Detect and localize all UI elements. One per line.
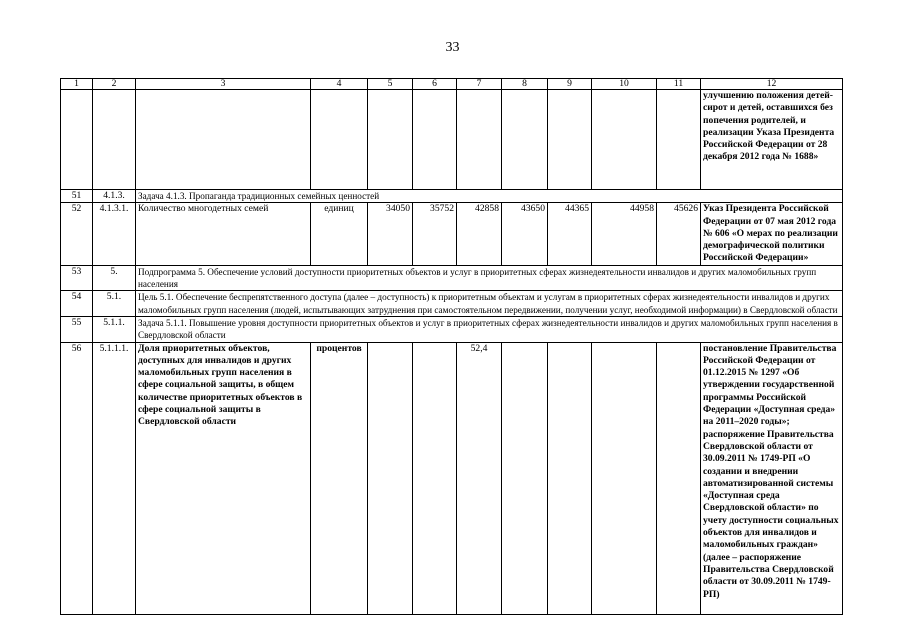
indicators-table <box>60 78 843 615</box>
basis-cell: Указ Президента Российской Федерации от 07 мая 2012 года № 606 «О мерах по реализации демографической политики Российской Федерации» <box>701 203 843 265</box>
table-row <box>61 316 843 342</box>
col-header: 12 <box>701 79 843 90</box>
row-code: 5.1.1.1. <box>93 342 136 614</box>
col-header: 8 <box>502 79 548 90</box>
unit-cell: процентов <box>311 342 368 614</box>
value-cell: 44958 <box>592 203 657 265</box>
table-row <box>61 265 843 291</box>
row-number: 54 <box>61 291 93 317</box>
unit-cell: единиц <box>311 203 368 265</box>
row-number: 56 <box>61 342 93 614</box>
row-code: 4.1.3.1. <box>93 203 136 265</box>
task-title: Задача 5.1.1. Повышение уровня доступности приоритетных объектов и услуг в приоритетных сферах жизнедеятельности инвалидов и других маломобильных групп населения в Свердловской области <box>136 316 843 342</box>
indicator-name: Доля приоритетных объектов, доступных для инвалидов и других маломобильных групп населения в сфере социальной защиты, в общем количестве приоритетных объектов в сфере социальной защиты в Свердловской области <box>136 342 311 614</box>
col-header: 10 <box>592 79 657 90</box>
goal-title: Цель 5.1. Обеспечение беспрепятственного доступа (далее – доступность) к приоритетным объектам и услугам в приоритетных сферах жизнедеятельности инвалидов и других маломобильных групп населения (людей, испытывающих затруднения при самостоятельном передвижении, получении услуг, необходимой информации) в Свердловской области <box>136 291 843 317</box>
row-code: 4.1.3. <box>93 190 136 203</box>
col-header: 11 <box>657 79 701 90</box>
row-number: 53 <box>61 265 93 291</box>
row-code: 5.1. <box>93 291 136 317</box>
subprogram-title: Подпрограмма 5. Обеспечение условий доступности приоритетных объектов и услуг в приоритетных сферах жизнедеятельности инвалидов и других маломобильных групп населения <box>136 265 843 291</box>
col-header: 4 <box>311 79 368 90</box>
basis-cell: улучшению положения детей-сирот и детей, оставшихся без попечения родителей, и реализации Указа Президента Российской Федерации от 28 декабря 2012 года № 1688» <box>701 90 843 190</box>
row-code: 5.1.1. <box>93 316 136 342</box>
row-number: 51 <box>61 190 93 203</box>
task-title: Задача 4.1.3. Пропаганда традиционных семейных ценностей <box>136 190 843 203</box>
value-cell: 34050 <box>368 203 413 265</box>
value-cell: 52,4 <box>457 342 502 614</box>
indicator-name: Количество многодетных семей <box>136 203 311 265</box>
value-cell: 43650 <box>502 203 548 265</box>
col-header: 1 <box>61 79 93 90</box>
value-cell: 45626 <box>657 203 701 265</box>
col-header: 7 <box>457 79 502 90</box>
table-row <box>61 203 843 265</box>
value-cell: 42858 <box>457 203 502 265</box>
table-row <box>61 342 843 614</box>
col-header: 9 <box>548 79 592 90</box>
value-cell: 44365 <box>548 203 592 265</box>
col-header: 5 <box>368 79 413 90</box>
header-row <box>61 79 843 90</box>
table-row <box>61 90 843 190</box>
row-number: 55 <box>61 316 93 342</box>
row-number: 52 <box>61 203 93 265</box>
value-cell: 35752 <box>413 203 457 265</box>
table-row <box>61 291 843 317</box>
col-header: 6 <box>413 79 457 90</box>
table-row <box>61 190 843 203</box>
col-header: 2 <box>93 79 136 90</box>
basis-cell: постановление Правительства Российской Федерации от 01.12.2015 № 1297 «Об утверждении государственной программы Российской Федерации «Доступная среда» на 2011–2020 годы»; распоряжение Правительства Свердловской области от 30.09.2011 № 1749-РП «О создании и внедрении автоматизированной системы «Доступная среда Свердловской области» по учету доступности социальных объектов для инвалидов и маломобильных граждан» (далее – распоряжение Правительства Свердловской области от 30.09.2011 № 1749-РП) <box>701 342 843 614</box>
row-code: 5. <box>93 265 136 291</box>
page-number: 33 <box>445 40 460 55</box>
col-header: 3 <box>136 79 311 90</box>
